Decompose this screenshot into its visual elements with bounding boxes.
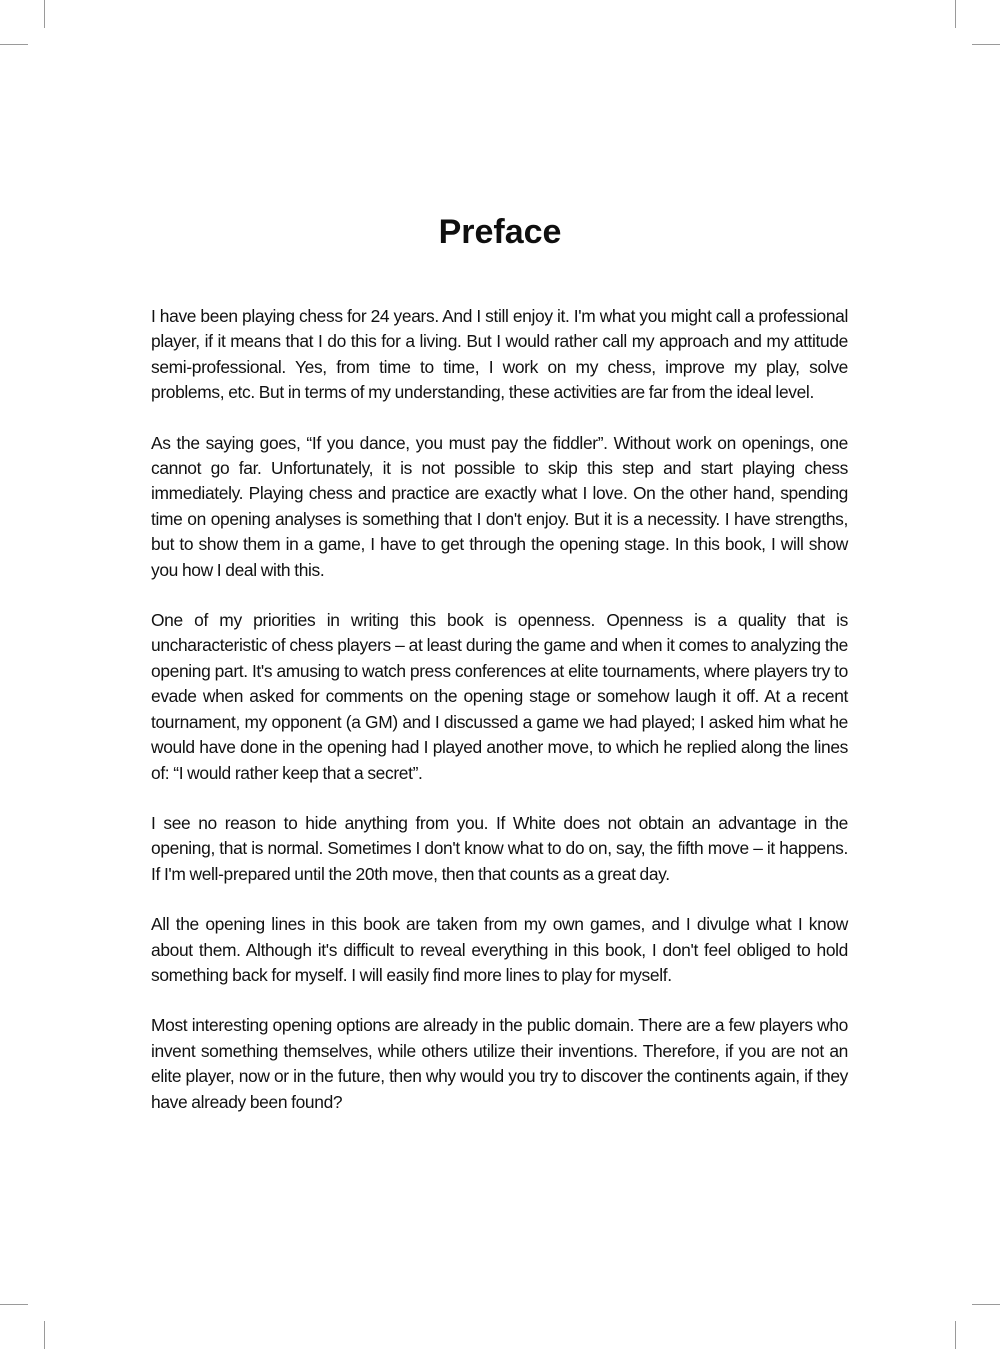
crop-mark-bottom-right-vertical xyxy=(955,1321,956,1349)
paragraph-4: I see no reason to hide anything from you. If White does not obtain an advantage in the opening, that is normal. Sometimes I don't know what to do on, say, the fifth move – it happens. If I'm well-prepared until the 20th move, then that counts as a great day. xyxy=(151,812,848,884)
crop-mark-top-right-horizontal xyxy=(972,44,1000,45)
crop-mark-bottom-left-horizontal xyxy=(0,1304,28,1305)
crop-mark-bottom-left-vertical xyxy=(44,1321,45,1349)
crop-mark-top-right-vertical xyxy=(955,0,956,28)
crop-mark-top-left-horizontal xyxy=(0,44,28,45)
paragraph-5: All the opening lines in this book are taken from my own games, and I divulge what I know about them. Although it's difficult to reveal everything in this book, I don't feel obliged to hold something back for myself. I will easily find more lines to play for myself. xyxy=(151,914,848,985)
paragraph-6: Most interesting opening options are already in the public domain. There are a few players who invent something themselves, while others utilize their inventions. Therefore, if you are not an elite player, now or in the future, then why would you try to discover the continents again, if they have already been found? xyxy=(151,1015,848,1112)
preface-body xyxy=(151,304,848,1140)
page-title: Preface xyxy=(438,213,562,251)
crop-mark-bottom-right-horizontal xyxy=(972,1304,1000,1305)
paragraph-1: I have been playing chess for 24 years. And I still enjoy it. I'm what you might call a professional player, if it means that I do this for a living. But I would rather call my approach and my attitude semi-professional. Yes, from time to time, I work on my chess, improve my play, solve problems, etc. But in terms of my understanding, these activities are far from the ideal level. xyxy=(151,306,848,403)
paragraph-2: As the saying goes, “If you dance, you must pay the fiddler”. Without work on openings, one cannot go far. Unfortunately, it is not possible to skip this step and start playing chess immediately. Playing chess and practice are exactly what I love. On the other hand, spending time on opening analyses is something that I don't enjoy. But it is a necessity. I have strengths, but to show them in a game, I have to get through the opening stage. In this book, I will show you how I deal with this. xyxy=(151,432,848,580)
paragraph-3: One of my priorities in writing this book is openness. Openness is a quality that is uncharacteristic of chess players – at least during the game and when it comes to analyzing the opening part. It's amusing to watch press conferences at elite tournaments, where players try to evade when asked for comments on the opening stage or somehow laugh it off. At a recent tournament, my opponent (a GM) and I discussed a game we had played; I asked him what he would have done in the opening had I played another move, to which he replied along the lines of: “I would rather keep that a secret”. xyxy=(151,610,848,783)
crop-mark-top-left-vertical xyxy=(44,0,45,28)
